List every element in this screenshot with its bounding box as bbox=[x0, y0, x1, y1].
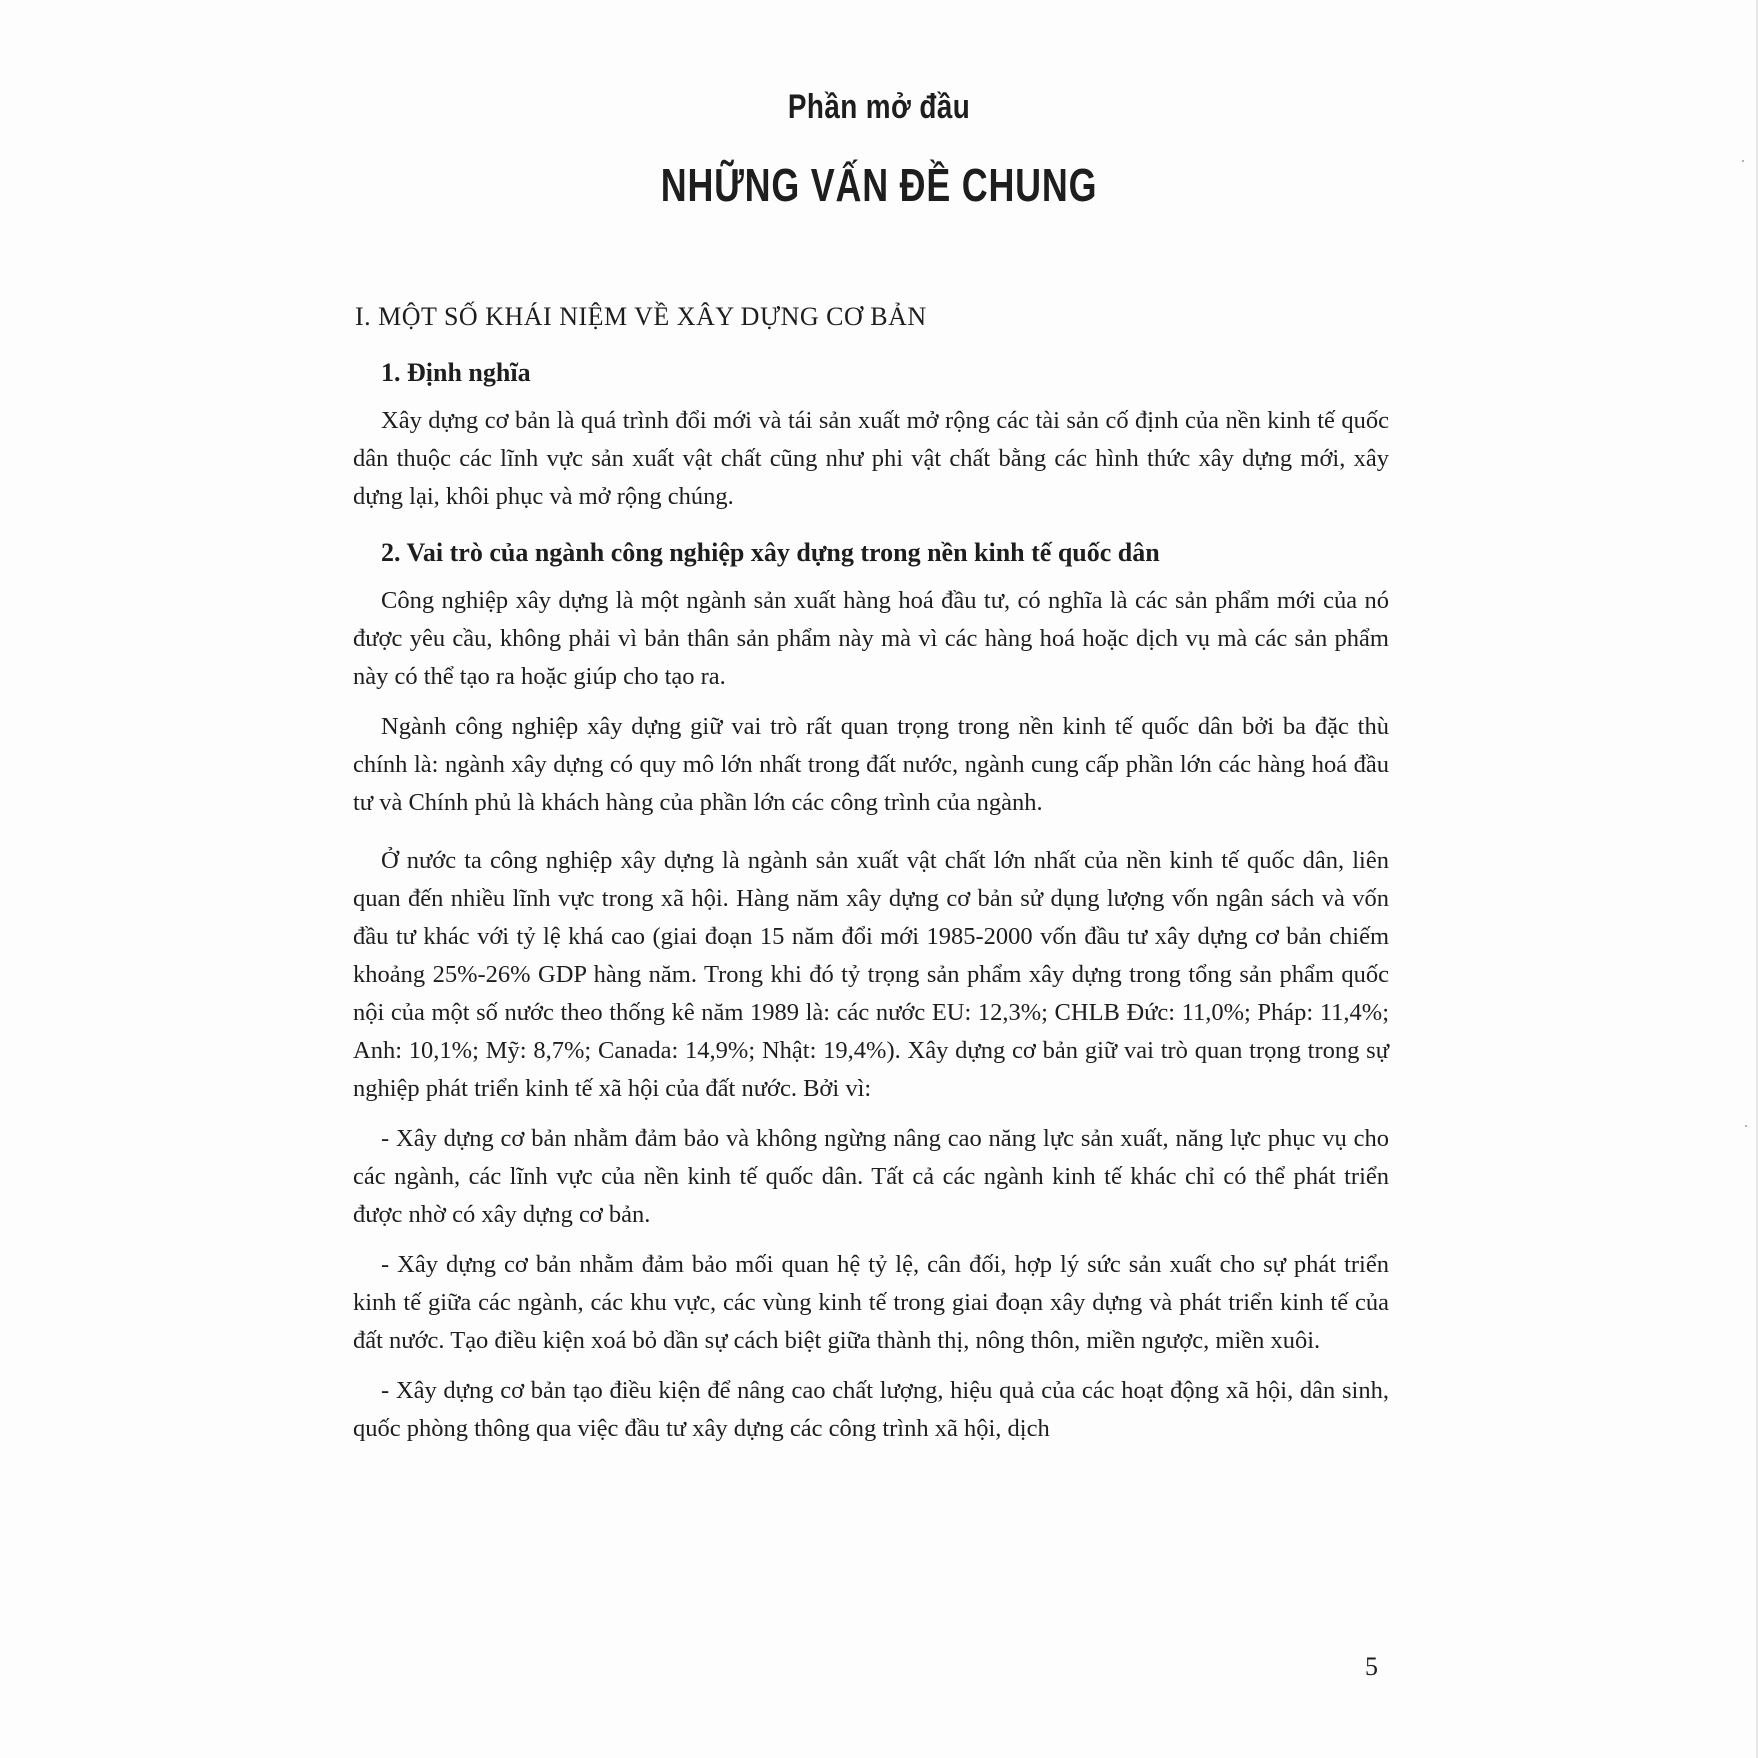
paragraph-role-bullet-2: - Xây dựng cơ bản nhằm đảm bảo mối quan hệ tỷ lệ, cân đối, hợp lý sức sản xuất cho sự phát triển kinh tế giữa các ngành, các khu vực, các vùng kinh tế trong giai đoạn xây dựng và phát triển kinh tế của đất nước. Tạo điều kiện xoá bỏ dần sự cách biệt giữa thành thị, nông thôn, miền ngược, miền xuôi. bbox=[353, 1251, 1389, 1354]
paragraph-role-bullet-3: - Xây dựng cơ bản tạo điều kiện để nâng cao chất lượng, hiệu quả của các hoạt động xã hội, dân sinh, quốc phòng thông qua việc đầu tư xây dựng các công trình xã hội, dịch bbox=[353, 1377, 1389, 1442]
page-body bbox=[353, 298, 1389, 1460]
paragraph-role-3: Ở nước ta công nghiệp xây dựng là ngành sản xuất vật chất lớn nhất của nền kinh tế quốc dân, liên quan đến nhiều lĩnh vực trong xã hội. Hàng năm xây dựng cơ bản sử dụng lượng vốn ngân sách và vốn đầu tư khác với tỷ lệ khá cao (giai đoạn 15 năm đổi mới 1985-2000 vốn đầu tư xây dựng cơ bản chiếm khoảng 25%-26% GDP hàng năm. Trong khi đó tỷ trọng sản phẩm xây dựng trong tổng sản phẩm quốc nội của một số nước theo thống kê năm 1989 là: các nước EU: 12,3%; CHLB Đức: 11,0%; Pháp: 11,4%; Anh: 10,1%; Mỹ: 8,7%; Canada: 14,9%; Nhật: 19,4%). Xây dựng cơ bản giữ vai trò quan trọng trong sự nghiệp phát triển kinh tế xã hội của đất nước. Bởi vì: bbox=[353, 847, 1389, 1102]
paragraph-role-bullet-1: - Xây dựng cơ bản nhằm đảm bảo và không ngừng nâng cao năng lực sản xuất, năng lực phục vụ cho các ngành, các lĩnh vực của nền kinh tế quốc dân. Tất cả các ngành kinh tế khác chỉ có thể phát triển được nhờ có xây dựng cơ bản. bbox=[353, 1125, 1389, 1228]
scan-speck bbox=[1742, 160, 1744, 162]
subsection-title-role: 2. Vai trò của ngành công nghiệp xây dựng trong nền kinh tế quốc dân bbox=[381, 538, 1160, 567]
paragraph-definition: Xây dựng cơ bản là quá trình đổi mới và tái sản xuất mở rộng các tài sản cố định của nền kinh tế quốc dân thuộc các lĩnh vực sản xuất vật chất cũng như phi vật chất bằng các hình thức xây dựng mới, xây dựng lại, khôi phục và mở rộng chúng. bbox=[353, 407, 1389, 510]
scan-speck bbox=[1745, 1125, 1747, 1127]
part-title: Phần mở đầu bbox=[787, 88, 971, 126]
page-number: 5 bbox=[1365, 1652, 1378, 1681]
section-heading: I. MỘT SỐ KHÁI NIỆM VỀ XÂY DỰNG CƠ BẢN bbox=[355, 302, 927, 331]
subsection-title-definition: 1. Định nghĩa bbox=[381, 358, 531, 387]
paragraph-role-2: Ngành công nghiệp xây dựng giữ vai trò rất quan trọng trong nền kinh tế quốc dân bởi ba đặc thù chính là: ngành xây dựng có quy mô lớn nhất trong đất nước, ngành cung cấp phần lớn các hàng hoá đầu tư và Chính phủ là khách hàng của phần lớn các công trình của ngành. bbox=[353, 713, 1389, 816]
paragraph-role-1: Công nghiệp xây dựng là một ngành sản xuất hàng hoá đầu tư, có nghĩa là các sản phẩm mới của nó được yêu cầu, không phải vì bản thân sản phẩm này mà vì các hàng hoá hoặc dịch vụ mà các sản phẩm này có thể tạo ra hoặc giúp cho tạo ra. bbox=[353, 587, 1389, 690]
main-title: NHỮNG VẤN ĐỀ CHUNG bbox=[660, 159, 1098, 211]
